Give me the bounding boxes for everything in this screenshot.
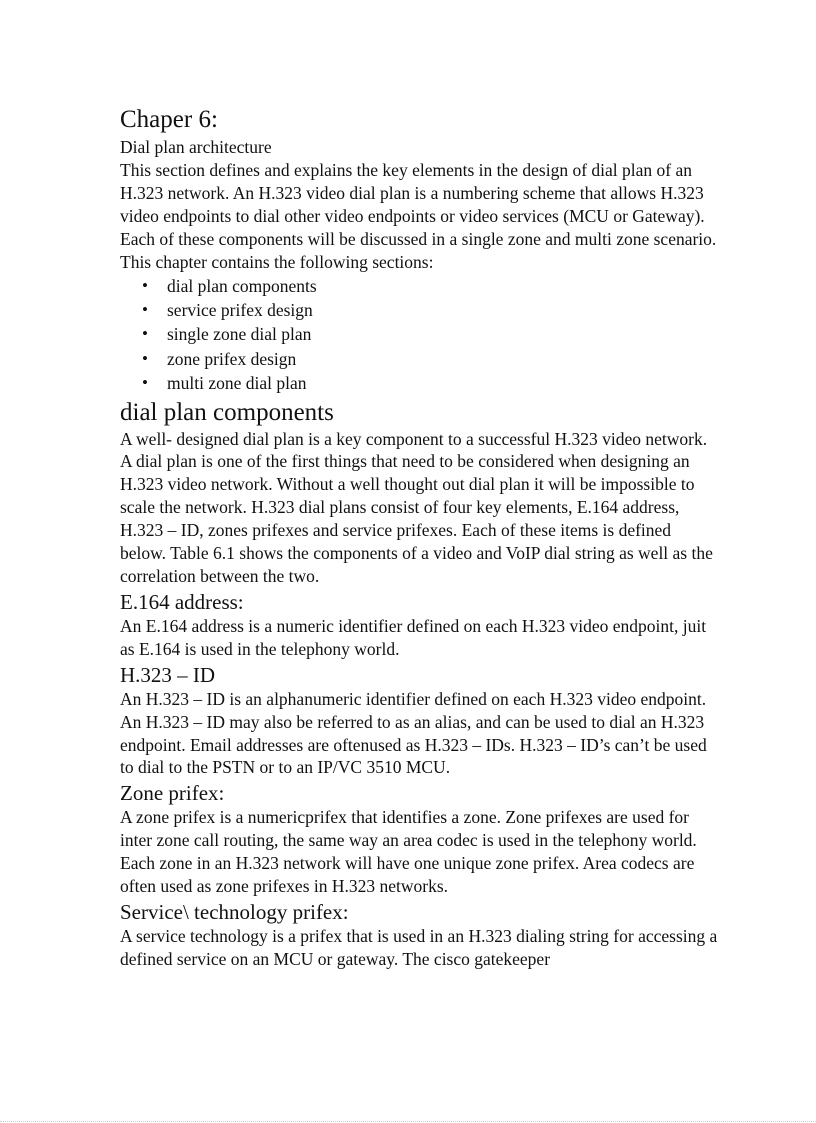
list-item: • zone prifex design <box>142 347 720 371</box>
sections-list <box>120 274 720 396</box>
chapter-title: Chaper 6: <box>120 106 218 133</box>
zone-prefix-paragraph: A zone prifex is a numericprifex that identifies a zone. Zone prifexes are used for inter zone call routing, the same way an area codec is used in the telephony world. Each zone in an H.323 network will have one unique zone prifex. Area codecs are often used as zone prifexes in H.323 networks. <box>120 807 697 897</box>
service-prefix-heading: Service\ technology prifex: <box>120 899 349 924</box>
components-heading: dial plan components <box>120 398 334 426</box>
h323id-heading: H.323 – ID <box>120 662 216 687</box>
list-item: • single zone dial plan <box>142 322 720 346</box>
document-page <box>120 104 720 971</box>
sections-intro: This chapter contains the following sections: <box>120 251 434 272</box>
e164-heading: E.164 address: <box>120 589 244 614</box>
chapter-subtitle: Dial plan architecture <box>120 137 272 157</box>
intro-paragraph: This section defines and explains the key elements in the design of dial plan of an H.323 network. An H.323 video dial plan is a numbering scheme that allows H.323 video endpoints to dial other video endpoints or video services (MCU or Gateway). Each of these components will be discussed in a single zone and multi zone scenario. <box>120 160 717 249</box>
service-prefix-paragraph: A service technology is a prifex that is used in an H.323 dialing string for accessing a defined service on an MCU or gateway. The cisco gatekeeper <box>120 925 718 969</box>
zone-prefix-heading: Zone prifex: <box>120 781 225 806</box>
components-paragraph: A well- designed dial plan is a key component to a successful H.323 video network. A dial plan is one of the first things that need to be considered when designing an H.323 video network. Without a well thought out dial plan it will be impossible to scale the network. H.323 dial plans consist of four key elements, E.164 address, H.323 – ID, zones prifexes and service prifexes. Each of these items is defined below. Table 6.1 shows the components of a video and VoIP dial string as well as the correlation between the two. <box>120 428 713 586</box>
page-bottom-rule <box>0 1121 816 1122</box>
list-item: • dial plan components <box>142 274 720 298</box>
e164-paragraph: An E.164 address is a numeric identifier defined on each H.323 video endpoint, juit as E.164 is used in the telephony world. <box>120 615 707 659</box>
list-item: • service prifex design <box>142 298 720 322</box>
list-item: • multi zone dial plan <box>142 371 720 395</box>
h323id-paragraph: An H.323 – ID is an alphanumeric identifier defined on each H.323 video endpoint. An H.323 – ID may also be referred to as an alias, and can be used to dial an H.323 endpoint. Email addresses are oftenused as H.323 – IDs. H.323 – ID’s can’t be used to dial to the PSTN or to an IP/VC 3510 MCU. <box>120 688 707 778</box>
